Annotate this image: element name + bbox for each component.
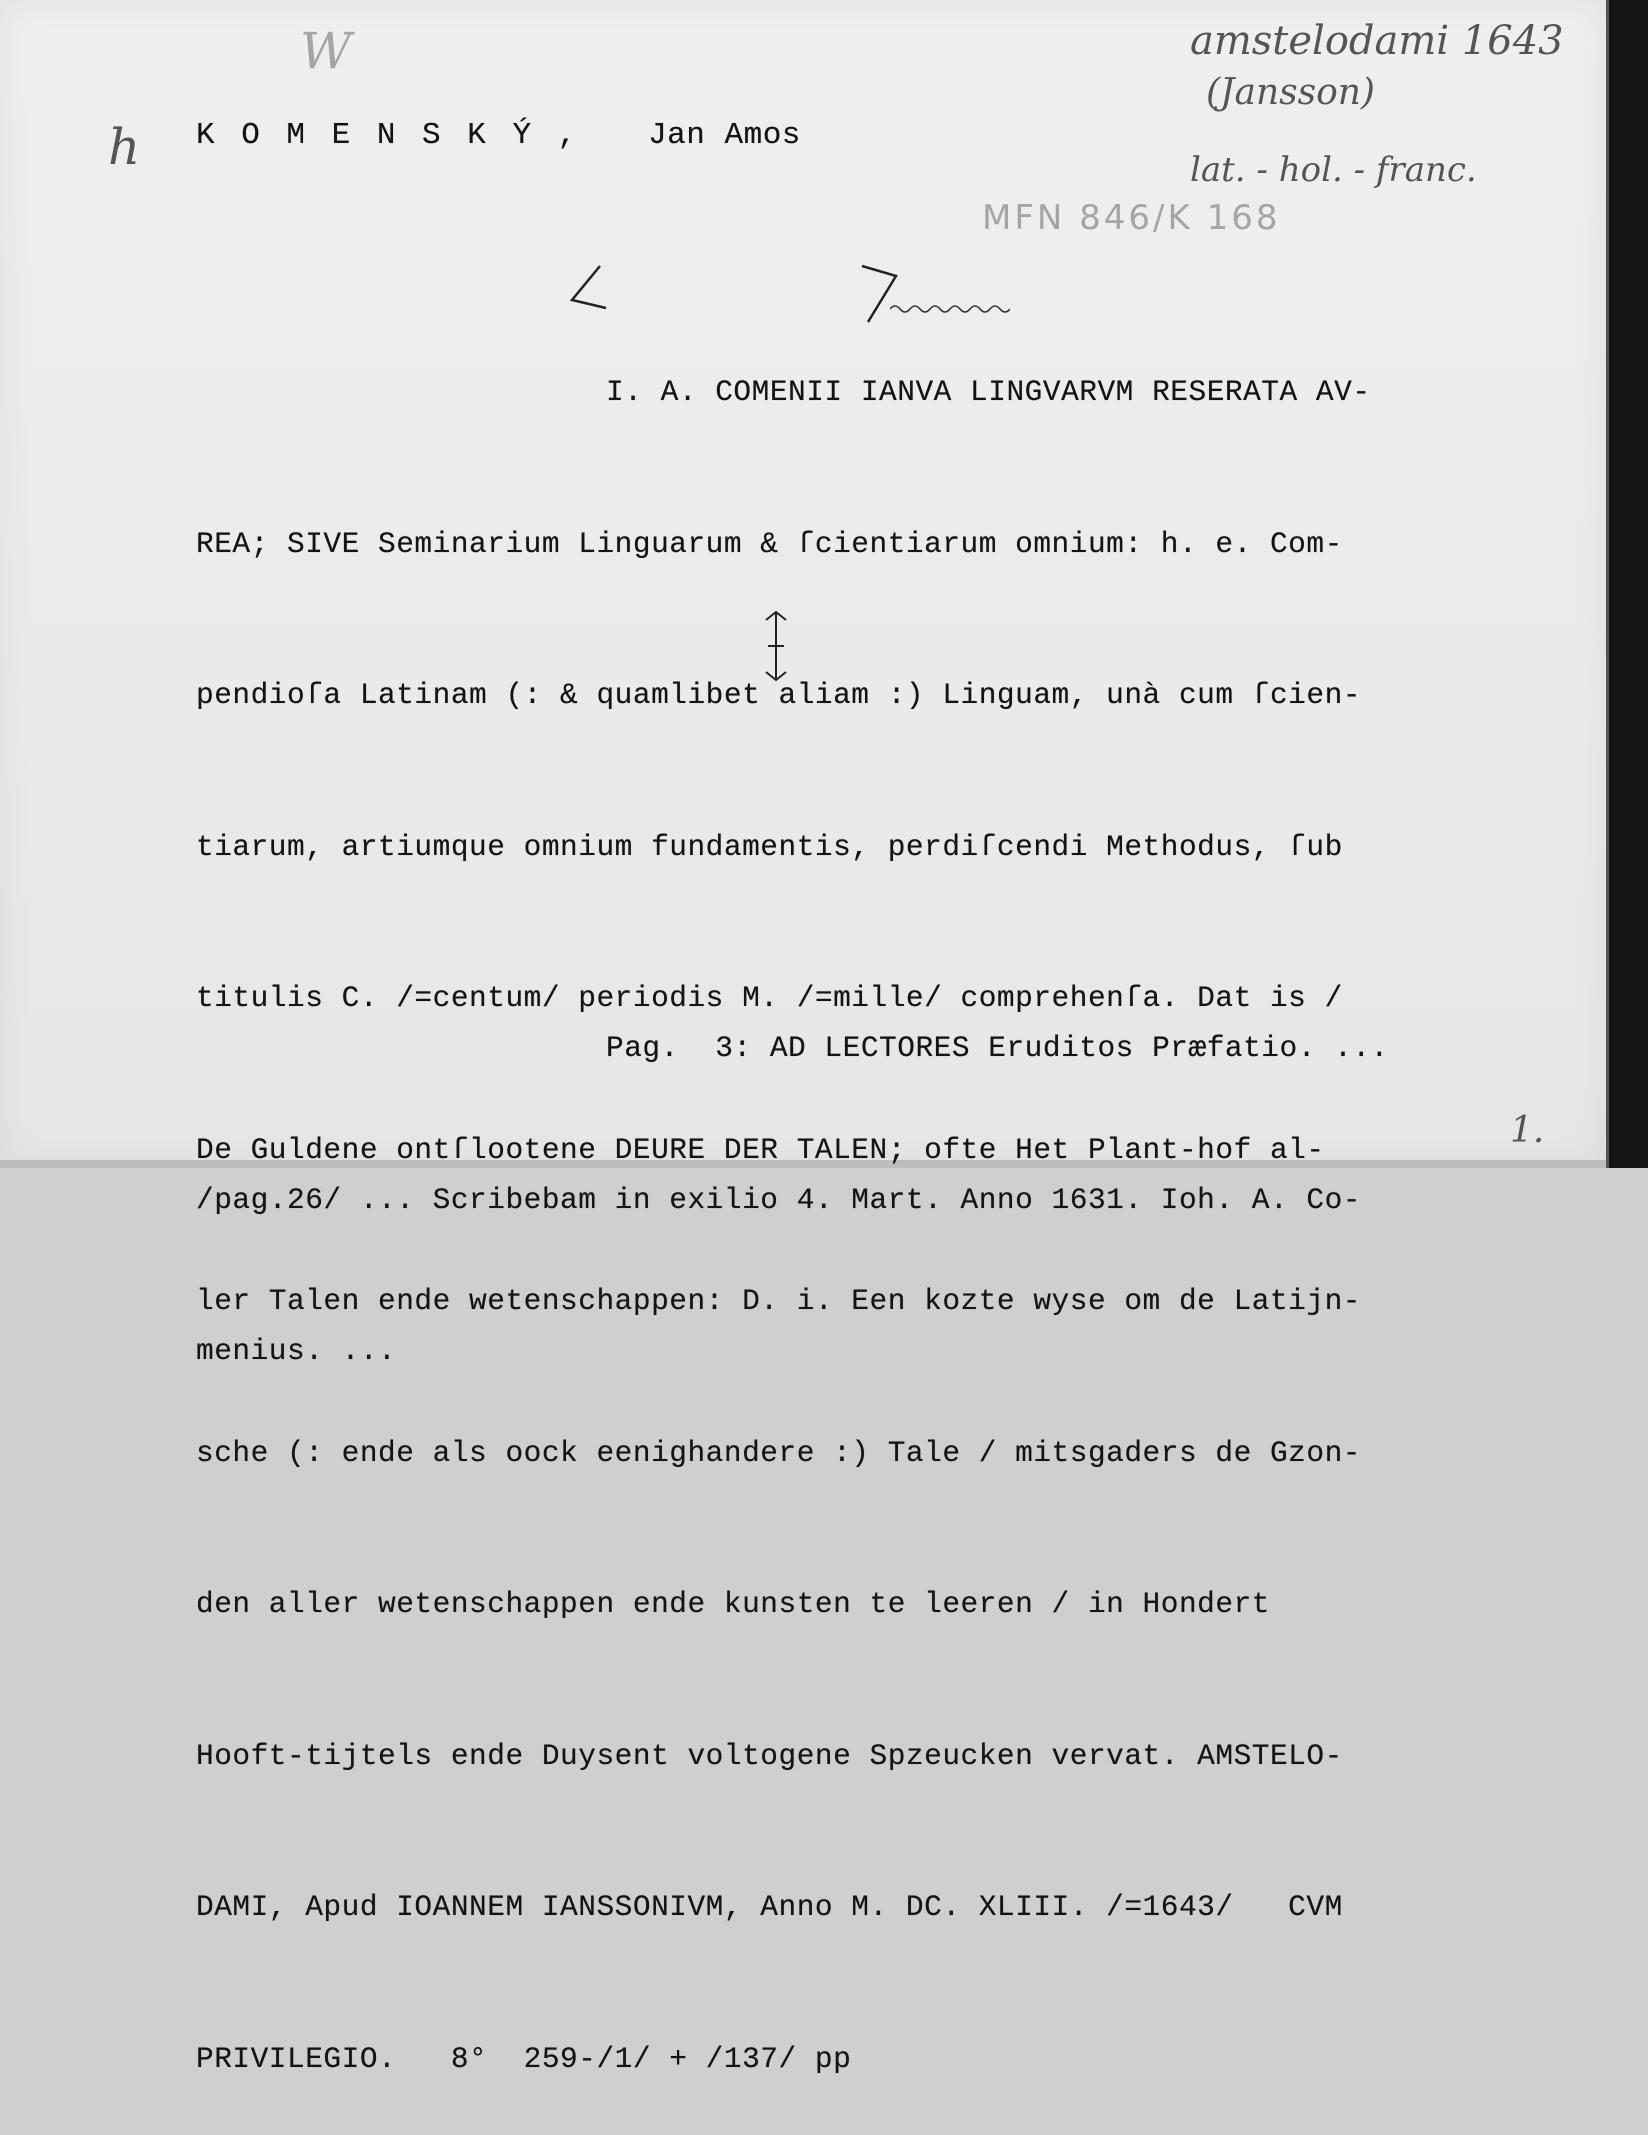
wavy-underline-mark xyxy=(890,303,1010,315)
note-line: Pag. 3: AD LECTORES Eruditos Præfatio. ... xyxy=(606,1031,1389,1065)
note-line: /pag.26/ ... Scribebam in exilio 4. Mart. Anno 1631. Ioh. A. Co- xyxy=(196,1182,1361,1217)
title-line: DAMI, Apud IOANNEM IANSSONIVM, Anno M. DC. XLIII. /=1643/ CVM xyxy=(196,1890,1343,1924)
notes-block xyxy=(196,922,1389,1427)
author-heading xyxy=(196,118,801,153)
title-line: Hooft-tijtels ende Duysent voltogene Spzeucken vervat. AMSTELO- xyxy=(196,1738,1343,1773)
title-line: REA; SIVE Seminarium Linguarum & ſcientiarum omnium: h. e. Com- xyxy=(196,526,1343,561)
angle-bracket-open-mark xyxy=(566,262,626,330)
title-line: De Guldene ontſlootene DEURE DER TALEN; ofte Het Plant-hof al- xyxy=(196,1132,1325,1167)
title-line: sche (: ende als oock eenighandere :) Tale / mitsgaders de Gzon- xyxy=(196,1435,1361,1470)
note-line: menius. ... xyxy=(196,1334,397,1368)
author-surname: K O M E N S K Ý , xyxy=(196,118,581,153)
handwritten-place-year: amstelodami 1643 xyxy=(1190,18,1564,64)
title-line: tiarum, artiumque omnium fundamentis, perdiſcendi Methodus, ſub xyxy=(196,829,1343,864)
title-line: PRIVILEGIO. 8° 259-/1/ + /137/ pp xyxy=(196,2041,852,2076)
handwritten-mark-margin: h xyxy=(108,118,141,176)
insertion-cross-mark xyxy=(756,610,796,682)
handwritten-languages: lat. - hol. - franc. xyxy=(1190,150,1477,190)
handwritten-page-number: 1. xyxy=(1510,1110,1545,1151)
handwritten-mark-top: W xyxy=(300,22,352,80)
handwritten-shelfmark: MFN 846/K 168 xyxy=(982,198,1281,238)
title-line: ler Talen ende wetenschappen: D. i. Een kozte wyse om de Latijn- xyxy=(196,1284,1361,1318)
title-line: pendioſa Latinam (: & quamlibet aliam :) Linguam, unà cum ſcien- xyxy=(196,678,1361,712)
card-edge-shadow xyxy=(1606,0,1648,1168)
title-line: I. A. COMENII IANVA LINGVARVM RESERATA AV- xyxy=(606,375,1371,409)
title-line: titulis C. /=centum/ periodis M. /=mille/ comprehenſa. Dat is / xyxy=(196,981,1343,1015)
author-given-name: Jan Amos xyxy=(648,118,801,153)
handwritten-publisher: (Jansson) xyxy=(1206,72,1375,113)
angle-bracket-close-mark xyxy=(860,262,920,330)
title-line: den aller wetenschappen ende kunsten te leeren / in Hondert xyxy=(196,1587,1270,1621)
